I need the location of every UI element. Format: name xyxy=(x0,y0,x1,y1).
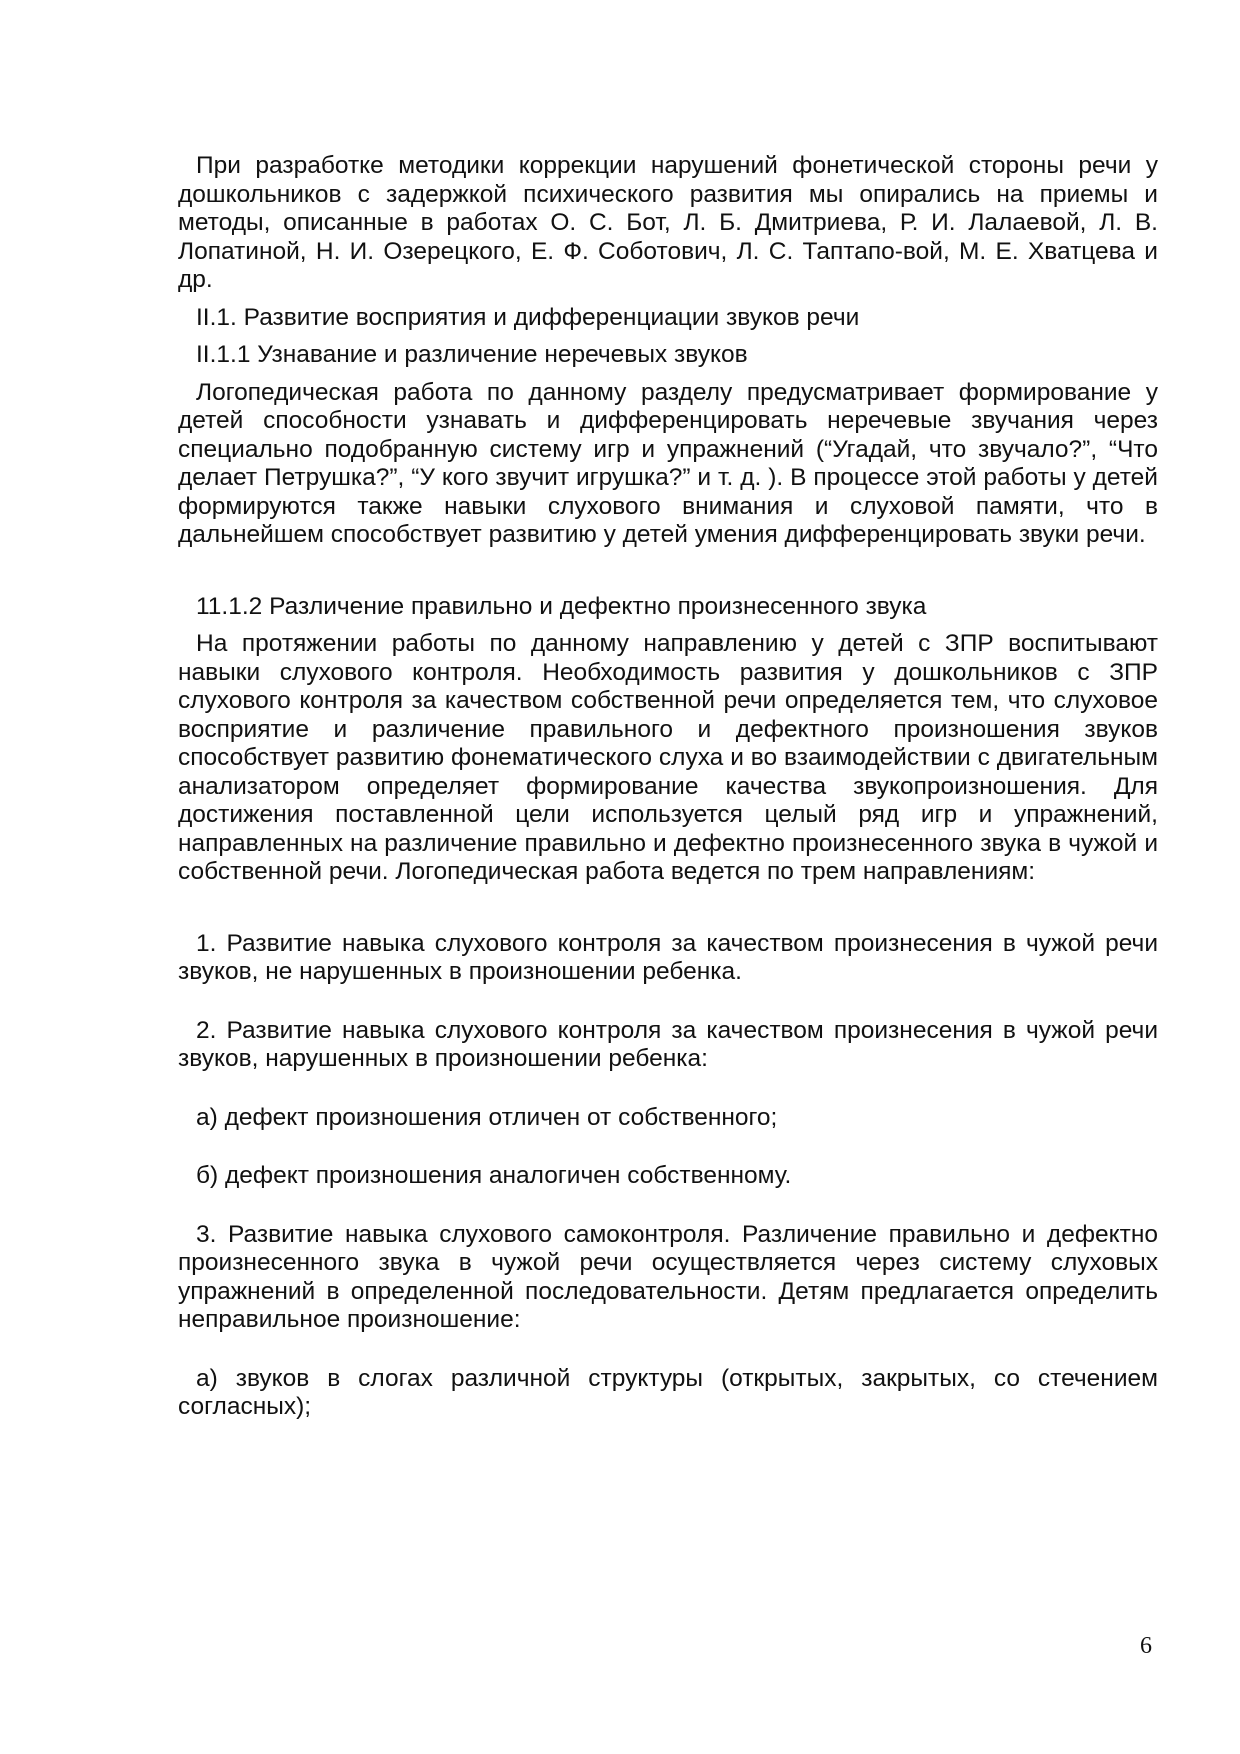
page-body xyxy=(178,152,1158,1431)
list-item-3a: а) звуков в слогах различной структуры (открытых, закрытых, со стечением согласных); xyxy=(178,1364,1158,1420)
logopedic-work-paragraph: Логопедическая работа по данному разделу предусматривает формирование у детей способности узнавать и дифференцировать неречевые звучания через специально подобранную систему игр и упражнений (“Угадай, что звучало?”, “Что делает Петрушка?”, “У кого звучит игрушка?” и т. д. ). В процессе этой работы у детей формируются также навыки слухового внимания и слуховой памяти, что в дальнейшем способствует развитию у детей умения дифференцировать звуки речи. xyxy=(178,378,1158,548)
subsection-heading-ii-1-2: 11.1.2 Различение правильно и дефектно произнесенного звука xyxy=(196,592,927,620)
section-heading-ii-1: II.1. Развитие восприятия и дифференциации звуков речи xyxy=(196,303,860,331)
list-item-2: 2. Развитие навыка слухового контроля за качеством произнесения в чужой речи звуков, нарушенных в произношении ребенка: xyxy=(178,1016,1158,1072)
auditory-control-paragraph: На протяжении работы по данному направлению у детей с ЗПР воспитывают навыки слухового контроля. Необходимость развития у дошкольников с ЗПР слухового контроля за качеством собственной речи определяется тем, что слуховое восприятие и различение правильного и дефектного произношения звуков способствует развитию фонематического слуха и во взаимодействии с двигательным анализатором определяет формирование качества звукопроизношения. Для достижения поставленной цели используется целый ряд игр и упражнений, направленных на различение правильно и дефектно произнесенного звука в чужой и собственной речи. Логопедическая работа ведется по трем направлениям: xyxy=(178,630,1158,885)
subsection-heading-ii-1-1: II.1.1 Узнавание и различение неречевых звуков xyxy=(196,341,748,368)
page-number: 6 xyxy=(1140,1633,1152,1659)
list-item-2b: б) дефект произношения аналогичен собственному. xyxy=(196,1162,792,1189)
intro-paragraph: При разработке методики коррекции нарушений фонетической стороны речи у дошкольников с задержкой психического развития мы опирались на приемы и методы, описанные в работах О. С. Бот, Л. Б. Дмитриева, Р. И. Лалаевой, Л. В. Лопатиной, Н. И. Озерецкого, Е. Ф. Соботович, Л. С. Таптапо-вой, М. Е. Хватцева и др. xyxy=(178,152,1158,293)
list-item-3: 3. Развитие навыка слухового самоконтроля. Различение правильно и дефектно произнесенного звука в чужой речи осуществляется через систему слуховых упражнений в определенной последовательности. Детям предлагается определить неправильное произношение: xyxy=(178,1220,1158,1333)
list-item-1: 1. Развитие навыка слухового контроля за качеством произнесения в чужой речи звуков, не нарушенных в произношении ребенка. xyxy=(178,929,1158,985)
list-item-2a: а) дефект произношения отличен от собственного; xyxy=(196,1103,778,1131)
